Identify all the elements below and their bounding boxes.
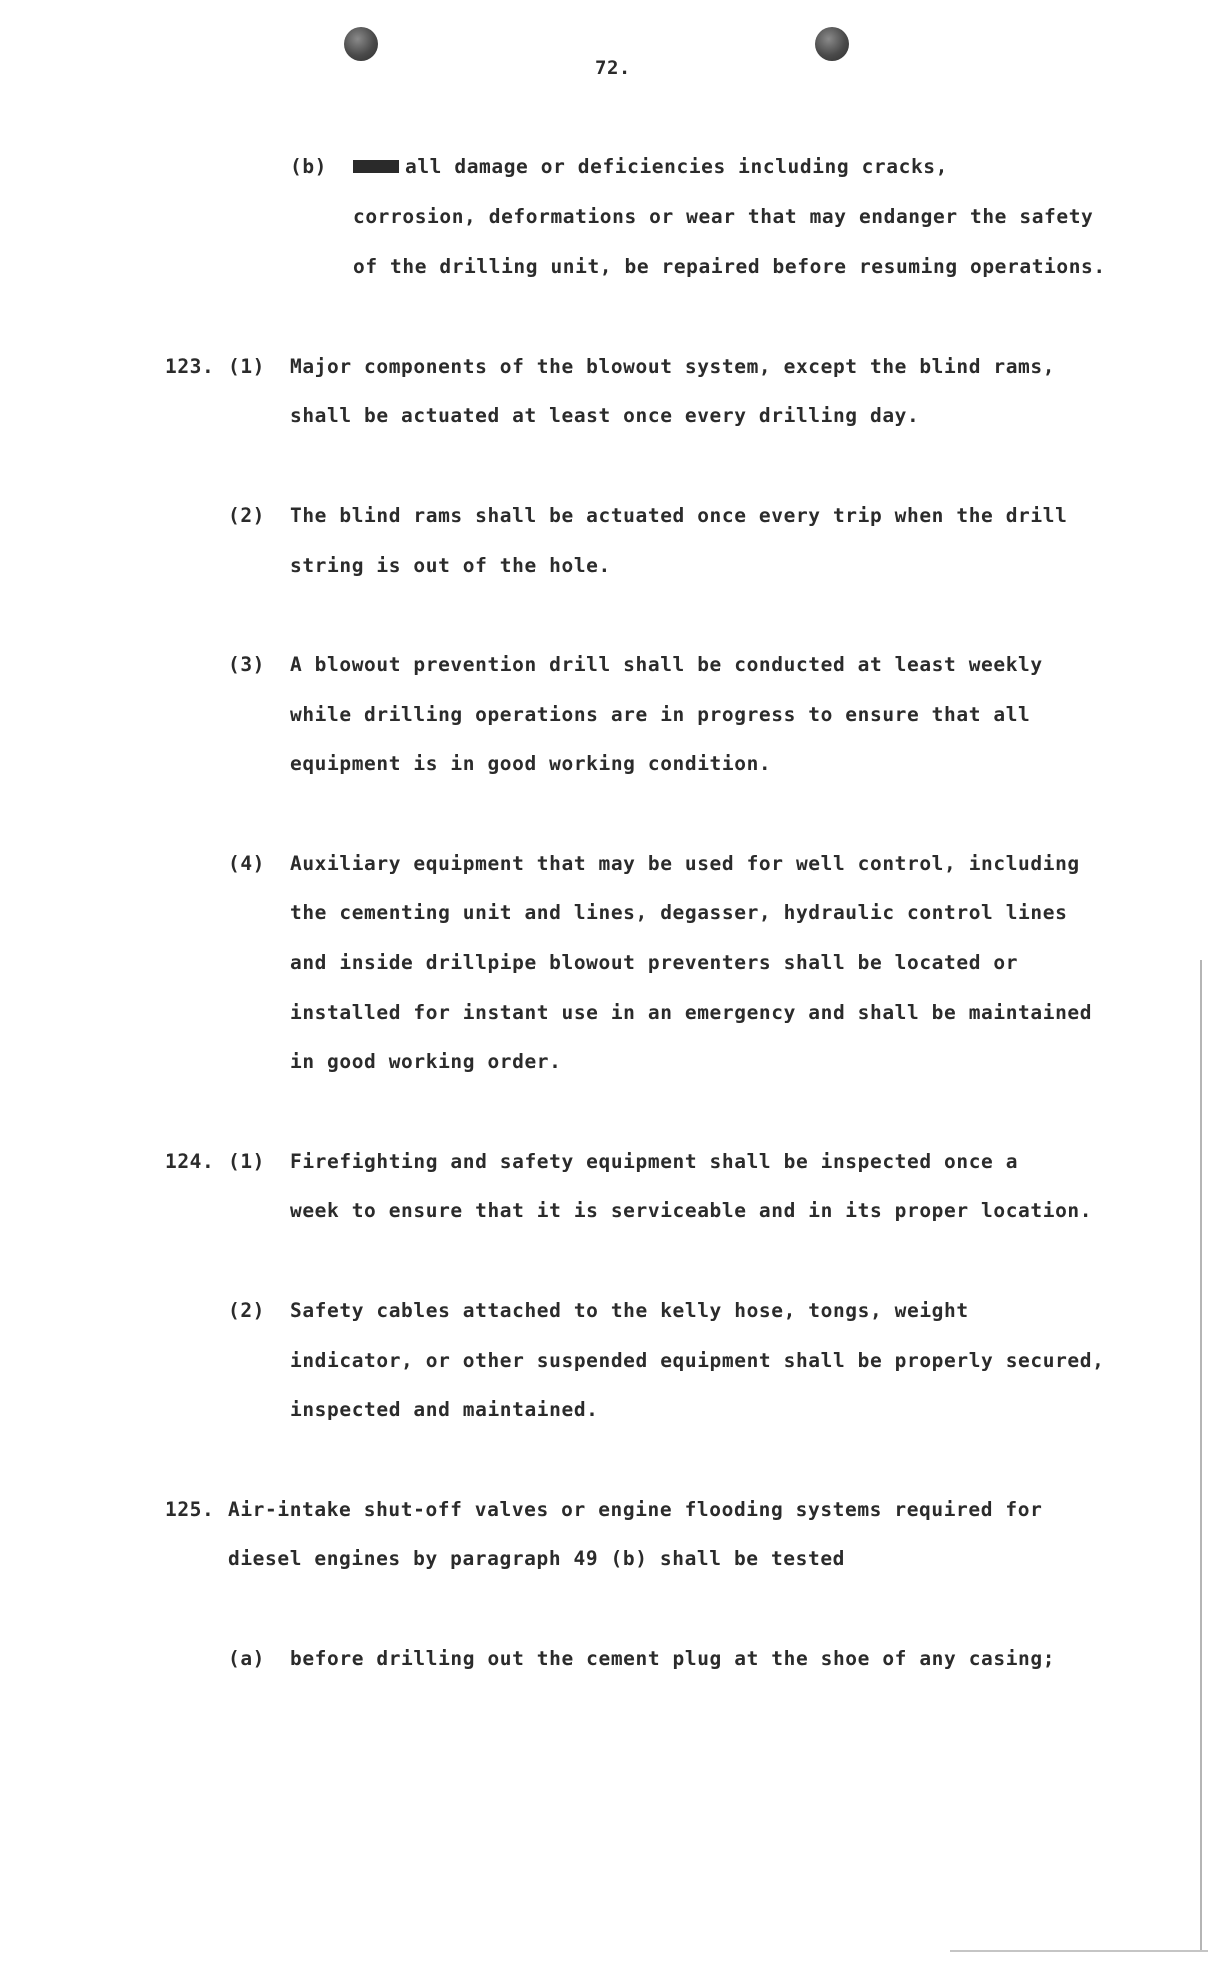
page-number: 72. [595, 57, 631, 79]
paragraph-line: shall be actuated at least once every drilling day. [290, 404, 920, 427]
scan-edge-right [1200, 960, 1202, 1950]
paragraph-line: A blowout prevention drill shall be conducted at least weekly [290, 653, 1043, 676]
paragraph-line: indicator, or other suspended equipment shall be properly secured, [290, 1349, 1105, 1372]
paragraph-line: and inside drillpipe blowout preventers shall be located or [290, 951, 1019, 974]
subsection-label: (2) [228, 504, 266, 527]
paragraph-line: Major components of the blowout system, except the blind rams, [290, 355, 1056, 378]
section-number: 123. [165, 355, 215, 378]
paragraph-line: The blind rams shall be actuated once every trip when the drill [290, 504, 1068, 527]
paragraph-line: while drilling operations are in progress to ensure that all [290, 703, 1031, 726]
paragraph-line: Auxiliary equipment that may be used for well control, including [290, 852, 1080, 875]
paragraph-line: Firefighting and safety equipment shall be inspected once a [290, 1150, 1019, 1173]
paragraph-line: the cementing unit and lines, degasser, hydraulic control lines [290, 901, 1068, 924]
subsection-label: (2) [228, 1299, 266, 1322]
scan-edge-bottom [950, 1950, 1208, 1952]
paragraph-line: before drilling out the cement plug at the shoe of any casing; [290, 1647, 1056, 1670]
paragraph-line: week to ensure that it is serviceable and in its proper location. [290, 1199, 1093, 1222]
paragraph-line: installed for instant use in an emergency and shall be maintained [290, 1001, 1093, 1024]
paragraph-line: corrosion, deformations or wear that may endanger the safety [353, 205, 1094, 228]
subsection-label: (b) [290, 155, 328, 178]
subsection-label: (1) [228, 355, 266, 378]
paragraph-line: Air-intake shut-off valves or engine flooding systems required for [228, 1498, 1043, 1521]
struck-out-word [353, 160, 399, 173]
section-number: 124. [165, 1150, 215, 1173]
subsection-label: (1) [228, 1150, 266, 1173]
paragraph-line: diesel engines by paragraph 49 (b) shall be tested [228, 1547, 845, 1570]
punch-hole-right [815, 27, 849, 61]
subsection-label: (4) [228, 852, 266, 875]
paragraph-line: string is out of the hole. [290, 554, 611, 577]
paragraph-line: of the drilling unit, be repaired before resuming operations. [353, 255, 1106, 278]
paragraph-line: Safety cables attached to the kelly hose, tongs, weight [290, 1299, 969, 1322]
section-number: 125. [165, 1498, 215, 1521]
paragraph-line: all damage or deficiencies including cracks, [353, 155, 948, 179]
paragraph-line: in good working order. [290, 1050, 562, 1073]
subsection-label: (3) [228, 653, 266, 676]
subsection-label: (a) [228, 1647, 266, 1670]
punch-hole-left [344, 27, 378, 61]
paragraph-line: equipment is in good working condition. [290, 752, 772, 775]
paragraph-line: inspected and maintained. [290, 1398, 599, 1421]
